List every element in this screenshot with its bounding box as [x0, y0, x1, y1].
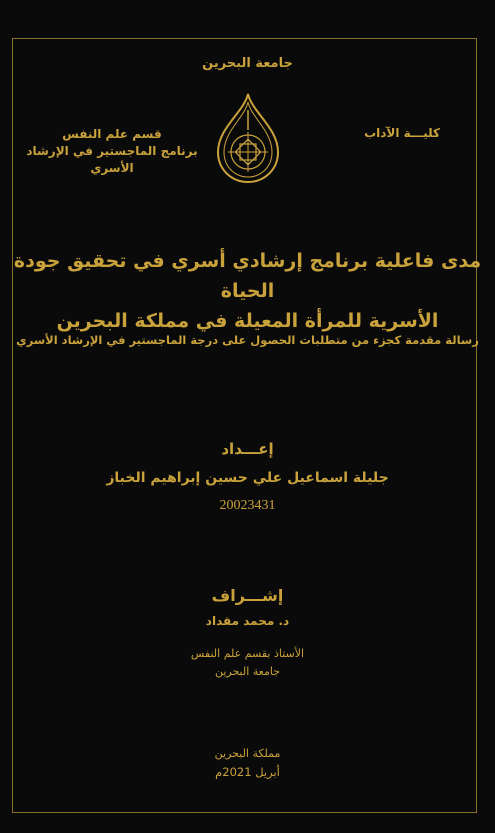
thesis-title-line-1: مدى فاعلية برنامج إرشادي أسري في تحقيق جودة الحياة — [13, 250, 482, 302]
department-block — [22, 126, 202, 177]
college-name: كليـــة الآداب — [364, 126, 440, 140]
program-name: برنامج الماجستير في الإرشاد الأسري — [26, 144, 198, 175]
thesis-subtitle: رسالة مقدمة كجزء من متطلبات الحصول على درجة الماجستير في الإرشاد الأسري — [16, 333, 479, 347]
university-logo-icon — [212, 90, 284, 186]
thesis-title-line-2: الأسرية للمرأة المعيلة في مملكة البحرين — [56, 310, 439, 332]
supervisor-position: الأستاذ بقسم علم النفس — [190, 647, 305, 660]
supervision-label: إشـــراف — [211, 586, 284, 605]
author-name: جليلة اسماعيل علي حسين إبراهيم الخباز — [106, 470, 389, 486]
supervisor-university: جامعة البحرين — [214, 665, 281, 678]
department-name: قسم علم النفس — [62, 127, 162, 141]
prepared-by-label: إعـــداد — [221, 440, 274, 458]
university-name-top: جامعة البحرين — [202, 56, 293, 71]
submission-date: أبريل 2021م — [215, 765, 280, 779]
student-id: 20023431 — [219, 498, 276, 513]
thesis-title — [0, 246, 495, 336]
country-name: مملكة البحرين — [214, 747, 281, 760]
supervisor-name: د. محمد مقداد — [205, 614, 290, 628]
